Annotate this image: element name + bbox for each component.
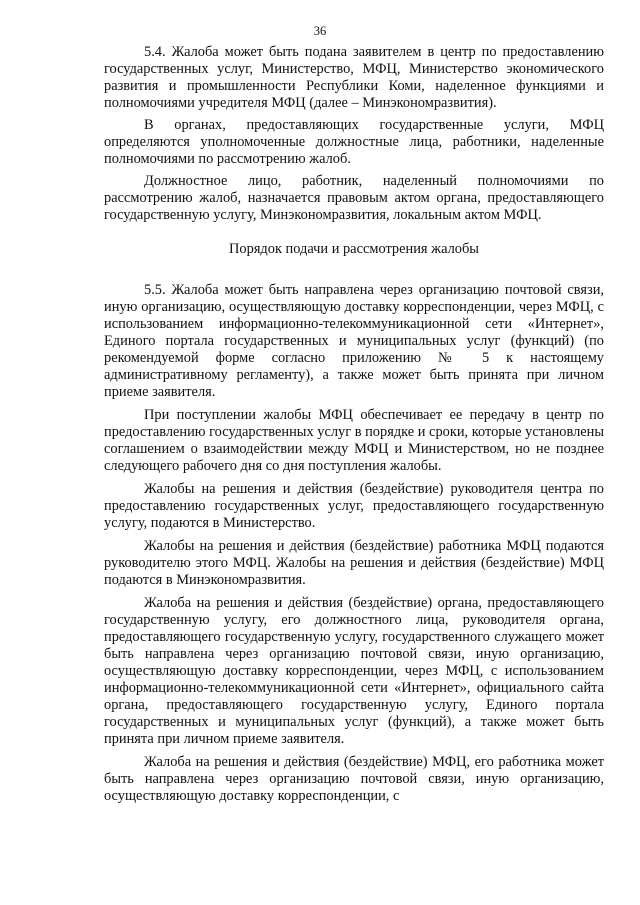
paragraph-mfc-worker-complaints: Жалобы на решения и действия (бездействие) работника МФЦ подаются руководителю этого МФЦ. Жалобы на решения и действия (бездействие) МФЦ подаются в Минэкономразвития. [104,538,604,588]
paragraph-5-5: 5.5. Жалоба может быть направлена через организацию почтовой связи, иную организацию, осуществляющую доставку корреспонденции, через МФЦ, с использованием информационно-телекоммуникационной сети «Интернет», Единого портала государственных и муниципальных услуг (функций) (по рекомендуемой форме согласно приложению № 5 к настоящему административному регламенту), а также может быть принята при личном приеме заявителя. [104,282,604,400]
paragraph-mfc-complaint-channels: Жалоба на решения и действия (бездействие) МФЦ, его работника может быть направлена через организацию почтовой связи, иную организацию, осуществляющую доставку корреспонденции, с [104,754,604,804]
paragraph-5-4: 5.4. Жалоба может быть подана заявителем в центр по предоставлению государственных услуг, Министерство, МФЦ, Министерство экономического развития и промышленности Республики Коми, наделенное функциями и полномочиями учредителя МФЦ (далее – Минэкономразвития). [104,44,604,111]
document-body [104,44,604,805]
paragraph-official-appointment: Должностное лицо, работник, наделенный полномочиями по рассмотрению жалоб, назначается правовым актом органа, предоставляющего государственную услугу, Минэкономразвития, локальным актом МФЦ. [104,173,604,223]
paragraph-center-head-complaints: Жалобы на решения и действия (бездействие) руководителя центра по предоставлению государственных услуг, предоставляющего государственную услугу, подаются в Министерство. [104,481,604,531]
page-number: 36 [313,24,327,38]
section-title: Порядок подачи и рассмотрения жалобы [229,241,479,257]
paragraph-mfc-transfer: При поступлении жалобы МФЦ обеспечивает ее передачу в центр по предоставлению государственных услуг в порядке и сроки, которые установлены соглашением о взаимодействии между МФЦ и Министерством, но не позднее следующего рабочего дня со дня поступления жалобы. [104,407,605,474]
paragraph-authorized-officials: В органах, предоставляющих государственные услуги, МФЦ определяются уполномоченные должностные лица, работники, наделенные полномочиями по рассмотрению жалоб. [104,117,604,167]
paragraph-authority-complaint-channels: Жалоба на решения и действия (бездействие) органа, предоставляющего государственную услугу, его должностного лица, руководителя органа, предоставляющего государственную услугу, государственного служащего может быть направлена через организацию почтовой связи, иную организацию, осуществляющую доставку корреспонденции, через МФЦ, с использованием информационно-телекоммуникационной сети «Интернет», официального сайта органа, предоставляющего государственную услугу, Единого портала государственных и муниципальных услуг (функций), а также может быть принята при личном приеме заявителя. [104,595,604,747]
